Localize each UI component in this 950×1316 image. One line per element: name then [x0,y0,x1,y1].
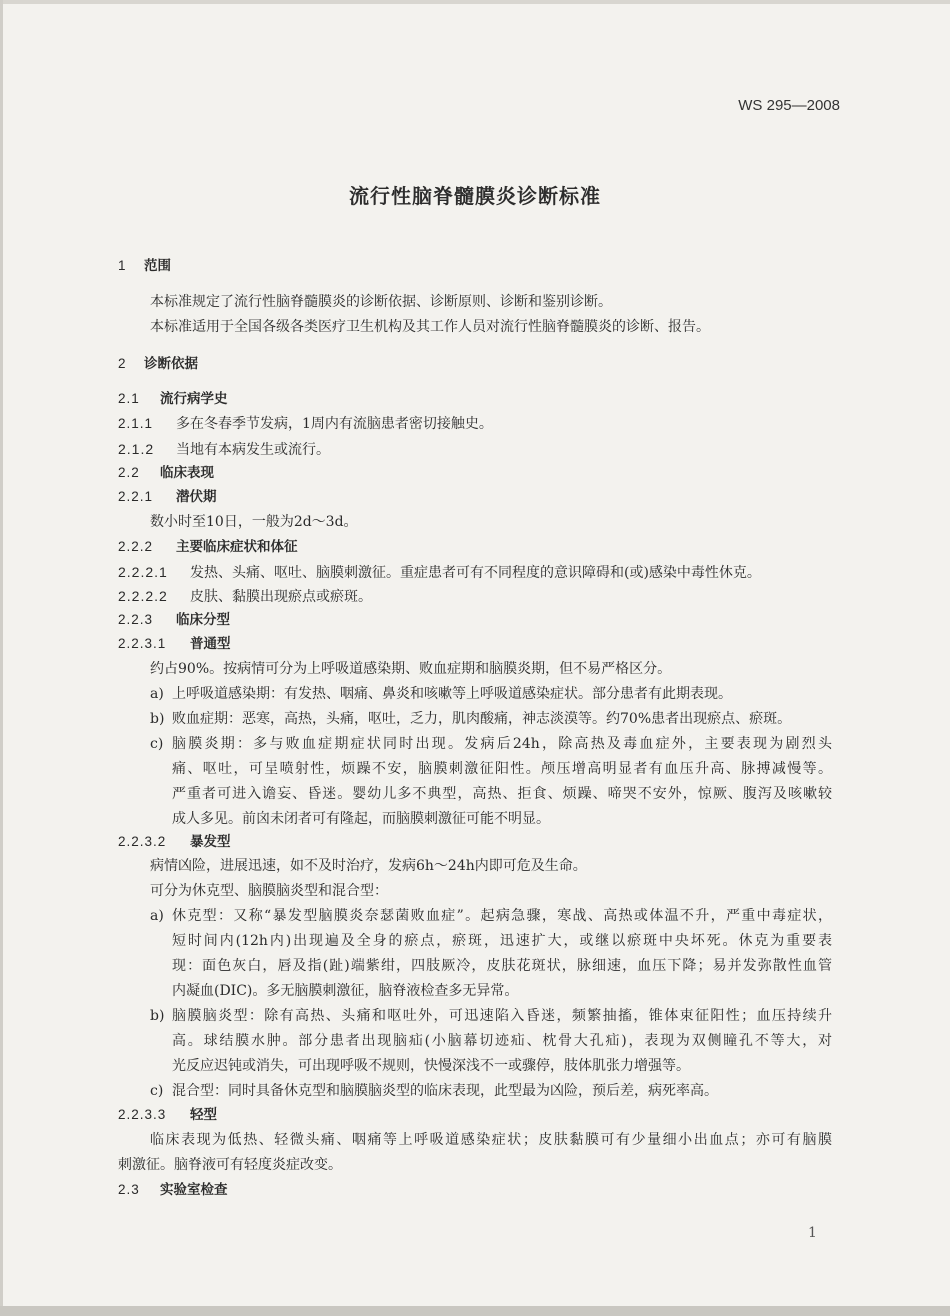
list-text-line: 光反应迟钝或消失，可出现呼吸不规则，快慢深浅不一或骤停，肢体肌张力增强等。 [172,1058,690,1074]
section-title: 普通型 [190,636,231,652]
section-number: 2.2.3.3 [118,1107,167,1122]
list-marker: a) [150,686,164,702]
paragraph-line: 临床表现为低热、轻微头痛、咽痛等上呼吸道感染症状；皮肤黏膜可有少量细小出血点；亦可有脑膜 [150,1132,832,1148]
list-item-c [150,1081,718,1101]
section-title: 轻型 [190,1107,217,1123]
list-marker: b) [150,1008,165,1024]
clause-2-1-2 [118,439,330,460]
list-item-a [150,684,732,704]
section-title: 潜伏期 [176,489,217,505]
clause-text: 多在冬春季节发病，1周内有流脑患者密切接触史。 [176,416,493,432]
paragraph: 病情凶险，进展迅速，如不及时治疗，发病6h～24h内即可危及生命。 [150,858,587,874]
section-number: 1 [118,258,127,273]
section-title: 诊断依据 [144,356,198,372]
list-text-line: 脑膜脑炎型：除有高热、头痛和呕吐外，可迅速陷入昏迷，频繁抽搐，锥体束征阳性；血压持续升 [172,1008,832,1024]
list-text: 败血症期：恶寒，高热，头痛，呕吐，乏力，肌肉酸痛，神志淡漠等。约70%患者出现瘀点、瘀斑。 [172,711,792,727]
section-number: 2.2.3.2 [118,834,167,849]
section-title: 实验室检查 [160,1182,228,1198]
section-number: 2.2.3 [118,612,154,627]
section-2-heading [118,354,198,374]
list-text-line: 严重者可进入谵妄、昏迷。婴幼儿多不典型，高热、拒食、烦躁、啼哭不安外，惊厥、腹泻及咳嗽较 [172,786,832,802]
section-title: 流行病学史 [160,391,228,407]
section-2-2-3-3-heading [118,1105,217,1125]
scan-edge-bottom [0,1306,950,1316]
list-text-line: 短时间内(12h内)出现遍及全身的瘀点，瘀斑，迅速扩大，或继以瘀斑中央坏死。休克为重要表 [172,933,832,949]
paragraph: 约占90%。按病情可分为上呼吸道感染期、败血症期和脑膜炎期，但不易严格区分。 [150,661,672,677]
section-number: 2.2.1 [118,489,154,504]
section-number: 2.1 [118,391,140,406]
clause-text: 当地有本病发生或流行。 [176,442,330,458]
clause-text: 皮肤、黏膜出现瘀点或瘀斑。 [190,589,372,605]
clause-number: 2.2.2.1 [118,564,168,580]
section-1-heading [118,256,171,276]
standard-code: WS 295—2008 [738,97,840,114]
section-title: 临床表现 [160,465,214,481]
section-2-2-1-heading [118,487,217,507]
section-title: 暴发型 [190,834,231,850]
section-2-2-3-heading [118,610,230,630]
clause-text: 发热、头痛、呕吐、脑膜刺激征。重症患者可有不同程度的意识障碍和(或)感染中毒性休克。 [190,565,761,581]
section-2-2-3-2-heading [118,832,231,852]
page-number: 1 [808,1225,817,1241]
list-marker: c) [150,736,164,752]
document-title: 流行性脑脊髓膜炎诊断标准 [349,184,601,208]
section-number: 2.2.3.1 [118,636,167,651]
section-2-2-3-1-heading [118,634,231,654]
section-2-1-heading [118,389,228,409]
list-text-line: 脑膜炎期：多与败血症期症状同时出现。发病后24h，除高热及毒血症外，主要表现为剧烈头 [172,736,832,752]
list-marker: b) [150,711,165,727]
section-2-2-2-heading [118,537,298,557]
paragraph: 本标准规定了流行性脑脊髓膜炎的诊断依据、诊断原则、诊断和鉴别诊断。 [150,294,612,310]
clause-number: 2.2.2.2 [118,588,168,604]
section-number: 2.2 [118,465,140,480]
clause-2-1-1 [118,414,493,434]
clause-2-2-2-2 [118,586,372,607]
scan-edge-top [0,0,950,4]
list-item-b [150,709,791,729]
paragraph-line: 刺激征。脑脊液可有轻度炎症改变。 [118,1157,342,1173]
list-text: 混合型：同时具备休克型和脑膜脑炎型的临床表现，此型最为凶险，预后差，病死率高。 [172,1083,718,1099]
list-text-line: 高。球结膜水肿。部分患者出现脑疝(小脑幕切迹疝、枕骨大孔疝)，表现为双侧瞳孔不等大，对 [172,1033,832,1049]
section-2-3-heading [118,1180,228,1200]
section-number: 2.2.2 [118,539,154,554]
section-number: 2.3 [118,1182,140,1197]
section-title: 主要临床症状和体征 [176,539,298,555]
list-marker: a) [150,908,164,924]
section-title: 范围 [144,258,171,274]
list-marker: c) [150,1083,164,1099]
section-number: 2 [118,356,127,371]
clause-2-2-2-1 [118,562,761,583]
list-text: 上呼吸道感染期：有发热、咽痛、鼻炎和咳嗽等上呼吸道感染症状。部分患者有此期表现。 [172,686,732,702]
list-text-line: 成人多见。前囟未闭者可有隆起，而脑膜刺激征可能不明显。 [172,811,550,827]
paragraph: 本标准适用于全国各级各类医疗卫生机构及其工作人员对流行性脑脊髓膜炎的诊断、报告。 [150,319,710,335]
clause-number: 2.1.1 [118,416,154,431]
paragraph: 可分为休克型、脑膜脑炎型和混合型： [150,883,388,899]
list-text-line: 内凝血(DIC)。多无脑膜刺激征，脑脊液检查多无异常。 [172,983,519,999]
paragraph: 数小时至10日，一般为2d～3d。 [150,514,358,530]
clause-number: 2.1.2 [118,441,155,457]
list-text-line: 休克型：又称“暴发型脑膜炎奈瑟菌败血症”。起病急骤，寒战、高热或体温不升，严重中毒症状， [172,908,832,924]
section-2-2-heading [118,463,214,483]
list-text-line: 现：面色灰白，唇及指(趾)端紫绀，四肢厥冷，皮肤花斑状，脉细速，血压下降；易并发弥散性血管 [172,958,832,974]
list-text-line: 痛、呕吐，可呈喷射性，烦躁不安，脑膜刺激征阳性。颅压增高明显者有血压升高、脉搏减慢等。 [172,761,832,777]
section-title: 临床分型 [176,612,230,628]
